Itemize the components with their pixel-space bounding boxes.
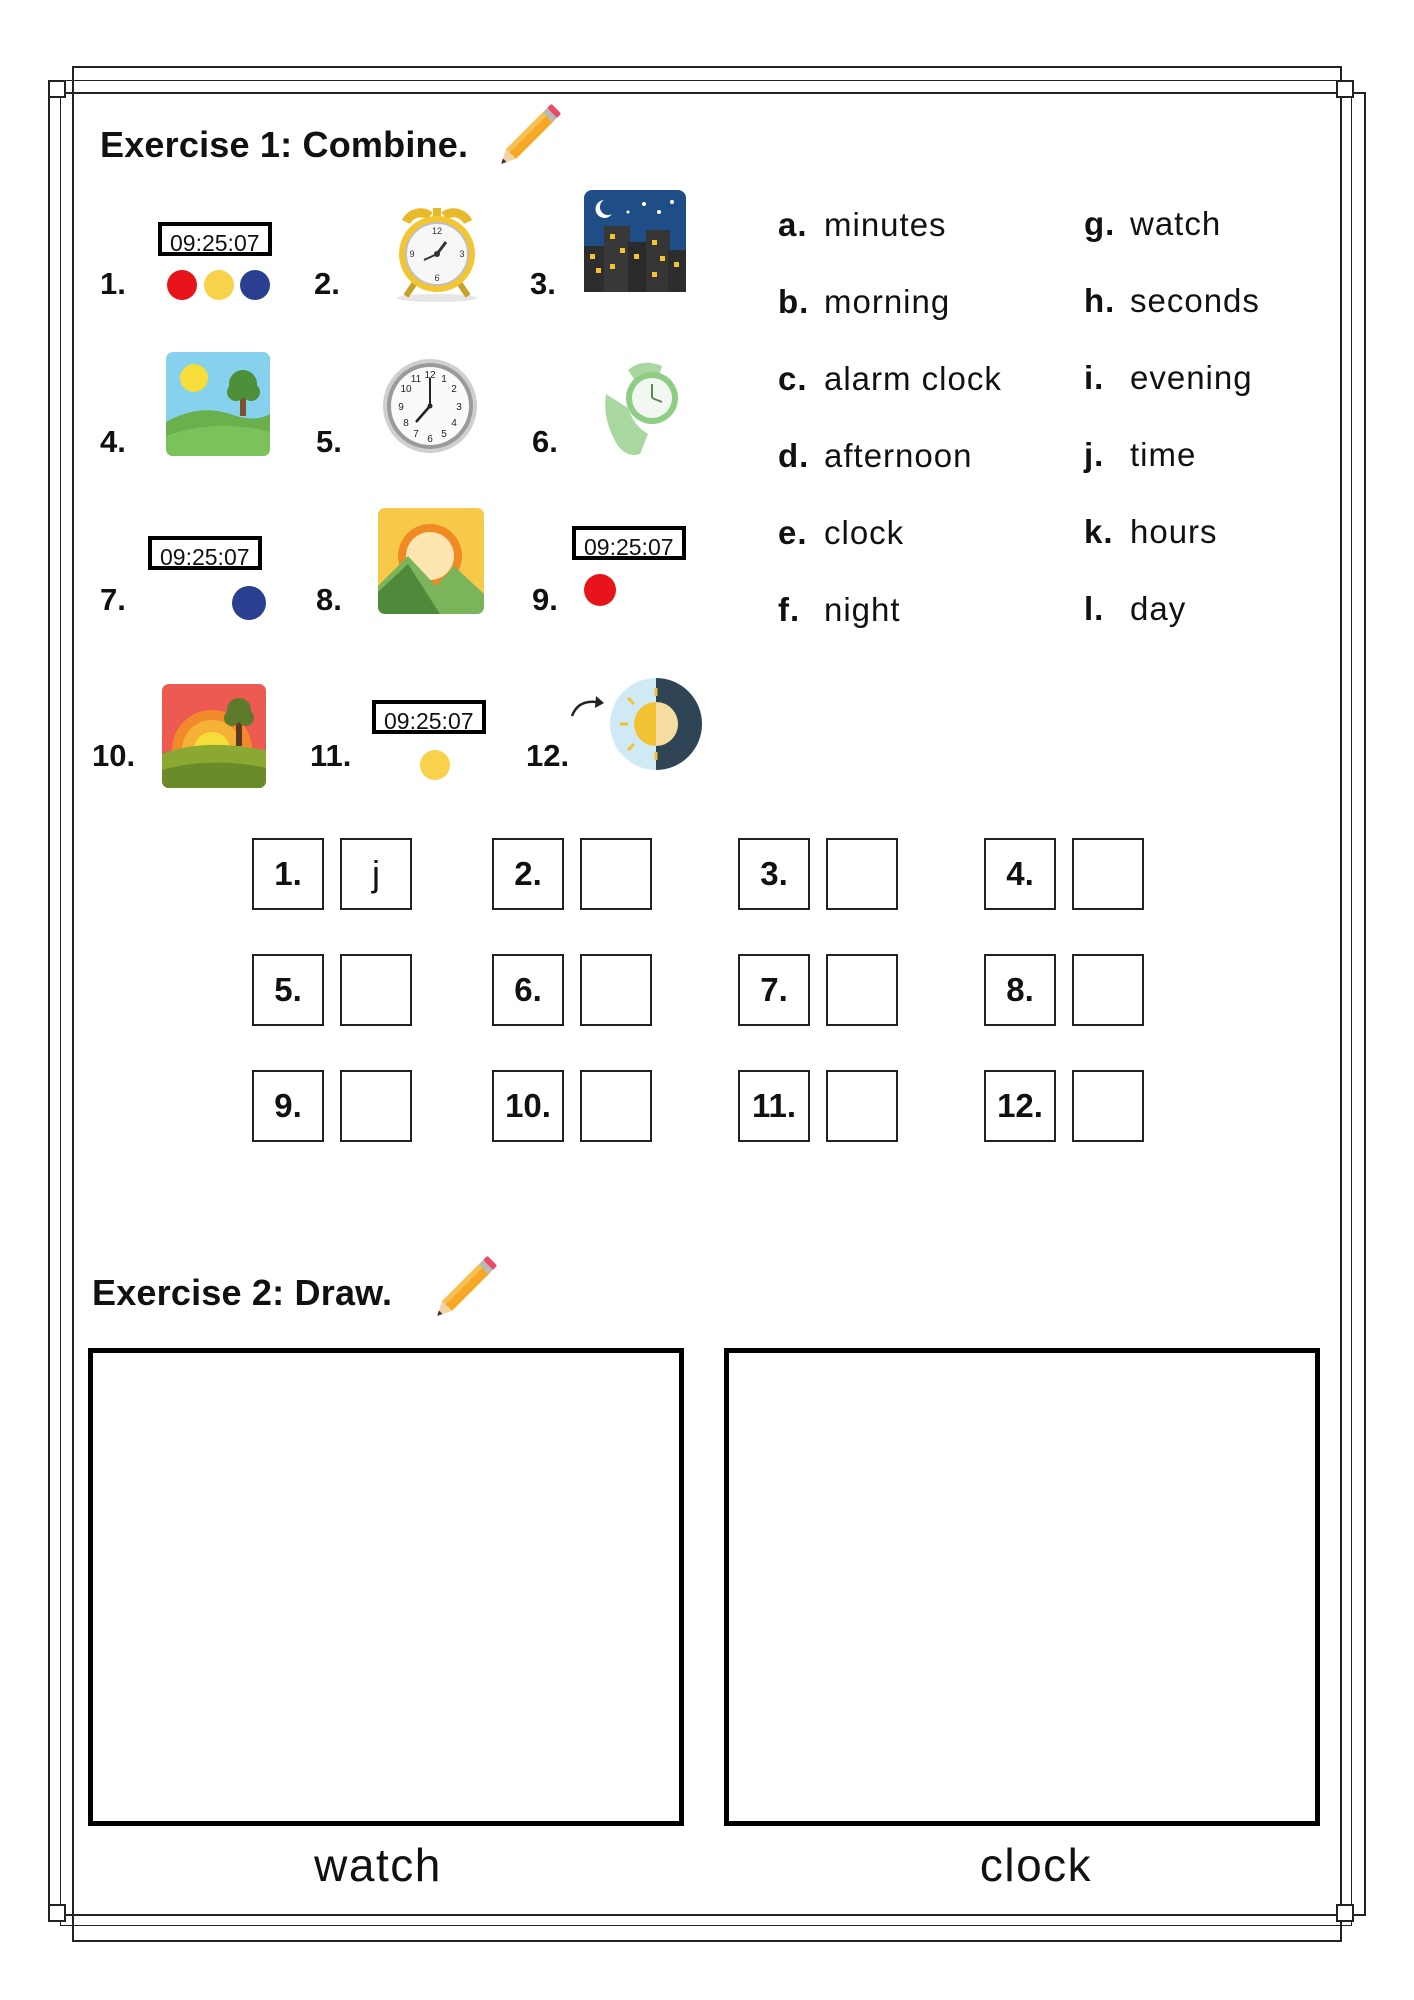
option-word: clock xyxy=(824,514,905,551)
item-number: 7. xyxy=(100,582,126,617)
option-word: night xyxy=(824,591,901,628)
item-number: 9. xyxy=(532,582,558,617)
option-letter: g. xyxy=(1084,205,1116,242)
svg-text:7: 7 xyxy=(413,429,419,440)
drawing-box-watch[interactable] xyxy=(88,1348,684,1826)
item-number: 11. xyxy=(310,738,352,773)
option-word: watch xyxy=(1130,205,1222,242)
item-number: 12. xyxy=(526,738,570,773)
option-a xyxy=(778,206,947,244)
svg-text:12: 12 xyxy=(424,370,436,381)
answer-box[interactable] xyxy=(826,954,898,1026)
timer-display: 09:25:07 xyxy=(372,700,486,734)
svg-text:6: 6 xyxy=(427,434,433,445)
option-d xyxy=(778,437,972,475)
frame-corner xyxy=(48,1904,66,1922)
svg-text:6: 6 xyxy=(434,273,440,283)
yellow-dot-icon xyxy=(420,750,450,780)
option-e xyxy=(778,514,904,552)
option-word: hours xyxy=(1130,513,1218,550)
answer-number: 3. xyxy=(738,838,810,910)
option-letter: j. xyxy=(1084,436,1105,473)
sunrise-morning-icon xyxy=(378,508,484,614)
option-word: time xyxy=(1130,436,1197,473)
option-c xyxy=(778,360,1002,398)
svg-text:1: 1 xyxy=(441,374,447,385)
answer-box[interactable]: j xyxy=(340,838,412,910)
svg-text:9: 9 xyxy=(398,402,404,413)
option-word: day xyxy=(1130,590,1187,627)
option-letter: f. xyxy=(778,591,801,628)
option-b xyxy=(778,283,950,321)
wall-clock-icon xyxy=(380,356,480,456)
item-number: 4. xyxy=(100,424,126,459)
timer-display: 09:25:07 xyxy=(158,222,272,256)
svg-text:3: 3 xyxy=(456,402,462,413)
answer-box[interactable] xyxy=(580,954,652,1026)
option-letter: a. xyxy=(778,206,808,243)
alarm-clock-icon xyxy=(384,198,490,304)
option-f xyxy=(778,591,901,629)
option-letter: l. xyxy=(1084,590,1105,627)
red-dot-icon xyxy=(167,270,197,300)
svg-text:3: 3 xyxy=(459,249,465,259)
option-letter: d. xyxy=(778,437,810,474)
drawing-box-clock[interactable] xyxy=(724,1348,1320,1826)
answer-box[interactable] xyxy=(1072,954,1144,1026)
yellow-dot-icon xyxy=(204,270,234,300)
option-word: morning xyxy=(824,283,951,320)
answer-number: 1. xyxy=(252,838,324,910)
option-j xyxy=(1084,436,1196,474)
answer-box[interactable] xyxy=(826,838,898,910)
frame-corner xyxy=(48,80,66,98)
option-word: seconds xyxy=(1130,282,1260,319)
item-number: 8. xyxy=(316,582,342,617)
option-h xyxy=(1084,282,1260,320)
answer-box[interactable] xyxy=(1072,838,1144,910)
option-letter: k. xyxy=(1084,513,1114,550)
item-number: 1. xyxy=(100,266,126,301)
option-letter: b. xyxy=(778,283,810,320)
blue-dot-icon xyxy=(240,270,270,300)
option-word: afternoon xyxy=(824,437,973,474)
frame-corner xyxy=(1336,80,1354,98)
option-g xyxy=(1084,205,1221,243)
item-number: 6. xyxy=(532,424,558,459)
option-i xyxy=(1084,359,1253,397)
svg-text:9: 9 xyxy=(409,249,415,259)
item-number: 10. xyxy=(92,738,136,773)
pencil-icon xyxy=(432,1246,506,1322)
svg-text:8: 8 xyxy=(403,418,409,429)
svg-text:11: 11 xyxy=(410,374,422,385)
sunset-evening-icon xyxy=(162,684,266,788)
answer-number: 9. xyxy=(252,1070,324,1142)
svg-text:12: 12 xyxy=(431,226,443,236)
option-letter: e. xyxy=(778,514,808,551)
answer-number: 2. xyxy=(492,838,564,910)
svg-text:10: 10 xyxy=(400,384,412,395)
option-word: alarm clock xyxy=(824,360,1002,397)
answer-box[interactable] xyxy=(1072,1070,1144,1142)
option-k xyxy=(1084,513,1218,551)
wrist-watch-icon xyxy=(598,360,682,460)
blue-dot-icon xyxy=(232,586,266,620)
answer-box[interactable] xyxy=(580,1070,652,1142)
svg-text:4: 4 xyxy=(451,418,457,429)
frame-corner xyxy=(1336,1904,1354,1922)
answer-number: 11. xyxy=(738,1070,810,1142)
answer-box[interactable] xyxy=(826,1070,898,1142)
item-number: 2. xyxy=(314,266,340,301)
answer-box[interactable] xyxy=(580,838,652,910)
option-word: minutes xyxy=(824,206,947,243)
option-letter: c. xyxy=(778,360,808,397)
exercise2-title: Exercise 2: Draw. xyxy=(92,1272,393,1313)
option-word: evening xyxy=(1130,359,1253,396)
half-day-cycle-icon xyxy=(566,676,702,772)
timer-display: 09:25:07 xyxy=(148,536,262,570)
svg-text:2: 2 xyxy=(451,384,457,395)
answer-number: 6. xyxy=(492,954,564,1026)
item-number: 3. xyxy=(530,266,556,301)
exercise1-title: Exercise 1: Combine. xyxy=(100,124,469,165)
answer-number: 4. xyxy=(984,838,1056,910)
answer-box[interactable] xyxy=(340,1070,412,1142)
drawing-caption: clock xyxy=(979,1839,1093,1891)
answer-box[interactable] xyxy=(340,954,412,1026)
option-letter: h. xyxy=(1084,282,1116,319)
day-landscape-icon xyxy=(166,352,270,456)
svg-text:5: 5 xyxy=(441,429,447,440)
option-l xyxy=(1084,590,1186,628)
answer-number: 8. xyxy=(984,954,1056,1026)
pencil-icon xyxy=(496,94,570,170)
night-city-icon xyxy=(584,190,686,292)
answer-number: 7. xyxy=(738,954,810,1026)
item-number: 5. xyxy=(316,424,342,459)
timer-display: 09:25:07 xyxy=(572,526,686,560)
option-letter: i. xyxy=(1084,359,1105,396)
answer-number: 10. xyxy=(492,1070,564,1142)
drawing-caption: watch xyxy=(314,1839,442,1891)
answer-number: 5. xyxy=(252,954,324,1026)
red-dot-icon xyxy=(584,574,616,606)
answer-number: 12. xyxy=(984,1070,1056,1142)
